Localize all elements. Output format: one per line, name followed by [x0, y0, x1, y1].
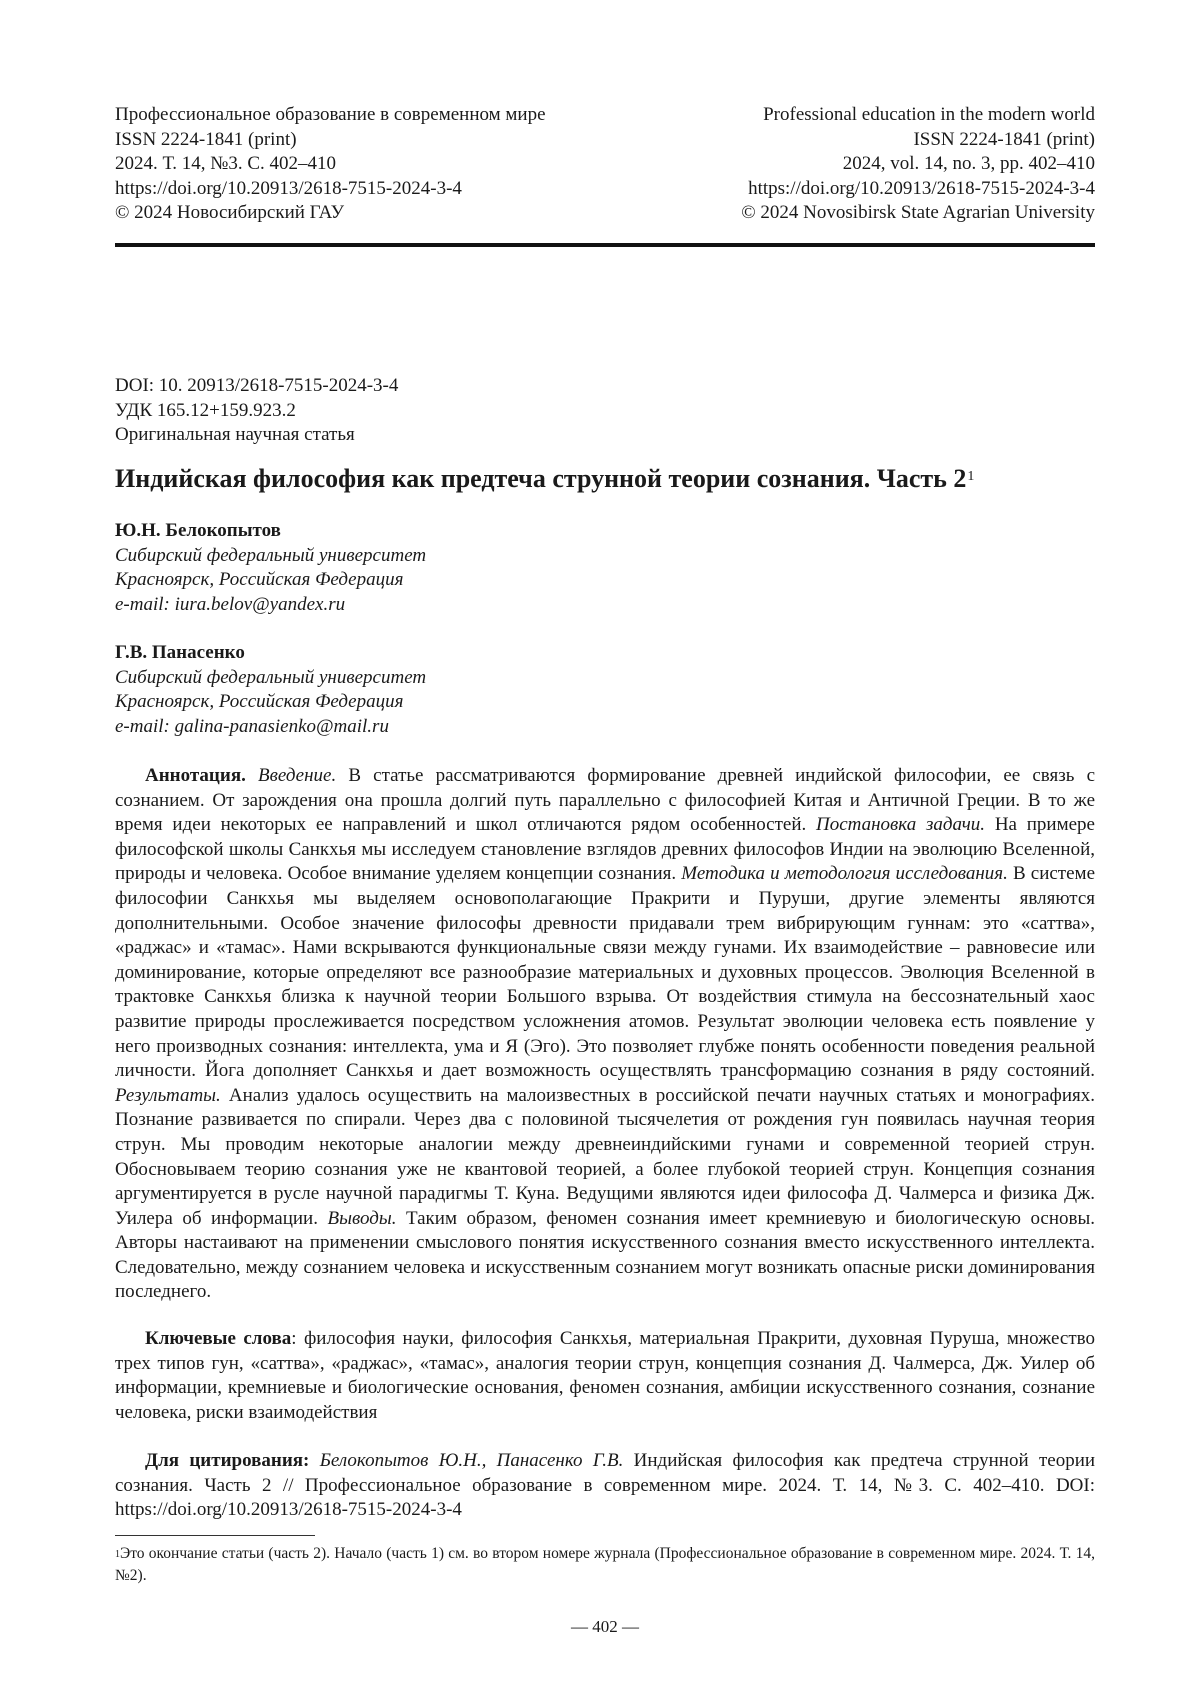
abstract-problem-label: Постановка задачи. [816, 814, 985, 835]
abstract-paragraph [115, 764, 1095, 1305]
title-footnote-mark[interactable]: 1 [967, 469, 974, 484]
copyright-en: © 2024 Novosibirsk State Agrarian University [741, 201, 1095, 226]
page-number: — 402 — [115, 1617, 1095, 1637]
issn-ru: ISSN 2224-1841 (print) [115, 128, 546, 153]
header-english [741, 103, 1095, 226]
citation-text: Индийская философия как предтеча струнной теории сознания. Часть 2 // Профессиональное образование в современном мире. 2024. Т. 14, №3. С. 402–410. DOI: https://doi.org/10.20913/2618-7515-2024-3-4 [115, 1450, 1095, 1520]
doi-link-ru[interactable]: https://doi.org/10.20913/2618-7515-2024-3-4 [115, 177, 546, 202]
abstract-label: Аннотация. [145, 765, 246, 786]
author-name: Г.В. Панасенко [115, 641, 426, 666]
author-location: Красноярск, Российская Федерация [115, 568, 426, 593]
header-divider [115, 243, 1095, 247]
abstract-intro: В статье рассматриваются формирование древней индийской философии, ее связь с сознанием. От зарождения она прошла долгий путь параллельно с философией Китая и Античной Греции. В то же время идеи некоторых ее направлений и школ отличаются рядом особенностей. [115, 765, 1095, 835]
citation-authors: Белокопытов Ю.Н., Панасенко Г.В. [320, 1450, 624, 1471]
abstract-conclusions: Таким образом, феномен сознания имеет кремниевую и биологическую основы. Авторы настаивают на применении смыслового понятия искусственного сознания вместо искусственного интеллекта. Следовательно, между сознанием человека и искусственным сознанием могут возникать опасные риски доминирования последнего. [115, 1208, 1095, 1303]
author-affiliation: Сибирский федеральный университет [115, 666, 426, 691]
author-affiliation: Сибирский федеральный университет [115, 544, 426, 569]
article-doi: DOI: 10. 20913/2618-7515-2024-3-4 [115, 374, 398, 399]
citation-label: Для цитирования: [145, 1450, 309, 1471]
abstract-problem: На примере философской школы Санкхья мы исследуем становление взглядов древних философов Индии на эволюцию Вселенной, природы и человека. Особое внимание уделяем концепции сознания. [115, 814, 1095, 884]
abstract-conclusions-label: Выводы. [328, 1208, 397, 1229]
article-title [115, 462, 1095, 496]
footnote-text: Это окончание статьи (часть 2). Начало (часть 1) см. во втором номере журнала (Профессиональное образование в современном мире. 2024. Т. 14, №2). [115, 1545, 1095, 1584]
journal-header [115, 103, 1095, 226]
abstract-results: Анализ удалось осуществить на малоизвестных в российской печати научных статьях и монографиях. Познание развивается по спирали. Через два с половиной тысячелетия от рождения гун появилась научная теория струн. Мы проводим некоторые аналогии между древнеиндийскими гунами и современной теорией струн. Обосновываем теорию сознания уже не квантовой теорией, а более глубокой теорией струн. Концепция сознания аргументируется в русле научной парадигмы Т. Куна. Ведущими являются идеи философа Д. Чалмерса и физика Дж. Уилера об информации. [115, 1085, 1095, 1229]
abstract-results-label: Результаты. [115, 1085, 221, 1106]
author-block [115, 519, 426, 617]
author-location: Красноярск, Российская Федерация [115, 690, 426, 715]
issn-en: ISSN 2224-1841 (print) [741, 128, 1095, 153]
copyright-ru: © 2024 Новосибирский ГАУ [115, 201, 546, 226]
article-page [115, 0, 1095, 1697]
abstract-intro-label: Введение. [258, 765, 336, 786]
footnote [115, 1543, 1095, 1587]
article-meta [115, 374, 398, 448]
keywords-label: Ключевые слова [145, 1328, 291, 1349]
abstract-method: В системе философии Санкхья мы выделяем основополагающие Пракрити и Пуруши, другие элементы являются дополнительными. Особое значение философы древности придавали трем вибрирующим гуннам: это «саттва», «раджас» и «тамас». Нами вскрываются функциональные связи между гунами. Их взаимодействие – равновесие или доминирование, которые определяют все разнообразие материальных и духовных процессов. Эволюция Вселенной в трактовке Санкхья близка к научной теории Большого взрыва. От воздействия стимула на бессознательный хаос развитие природы прослеживается посредством усложнения атомов. Результат эволюции человека есть появление у него производных сознания: интеллекта, ума и Я (Эго). Это позволяет глубже понять особенности поведения реальной личности. Йога дополняет Санкхья и дает возможность осуществлять трансформацию сознания в ряду состояний. [115, 863, 1095, 1081]
keywords-paragraph [115, 1327, 1095, 1425]
journal-title-ru: Профессиональное образование в современном мире [115, 103, 546, 128]
author-block [115, 641, 426, 739]
journal-title-en: Professional education in the modern world [741, 103, 1095, 128]
doi-link-en[interactable]: https://doi.org/10.20913/2618-7515-2024-3-4 [741, 177, 1095, 202]
footnote-divider [115, 1535, 315, 1536]
citation-paragraph [115, 1449, 1095, 1523]
article-type: Оригинальная научная статья [115, 423, 398, 448]
header-russian [115, 103, 546, 226]
article-title-text: Индийская философия как предтеча струнной теории сознания. Часть 2 [115, 464, 966, 493]
keywords-text: : философия науки, философия Санкхья, материальная Пракрити, духовная Пуруша, множество трех типов гун, «саттва», «раджас», «тамас», аналогия теории струн, концепция сознания Д. Чалмерса, Дж. Уилер об информации, кремниевые и биологические основания, феномен сознания, амбиции искусственного сознания, сознание человека, риски взаимодействия [115, 1328, 1095, 1423]
author-name: Ю.Н. Белокопытов [115, 519, 426, 544]
article-udk: УДК 165.12+159.923.2 [115, 399, 398, 424]
issue-ru: 2024. Т. 14, №3. С. 402–410 [115, 152, 546, 177]
author-email[interactable]: e-mail: iura.belov@yandex.ru [115, 593, 426, 618]
footnote-mark: 1 [115, 1549, 120, 1560]
author-email[interactable]: e-mail: galina-panasienko@mail.ru [115, 715, 426, 740]
issue-en: 2024, vol. 14, no. 3, pp. 402–410 [741, 152, 1095, 177]
abstract-method-label: Методика и методология исследования. [681, 863, 1008, 884]
